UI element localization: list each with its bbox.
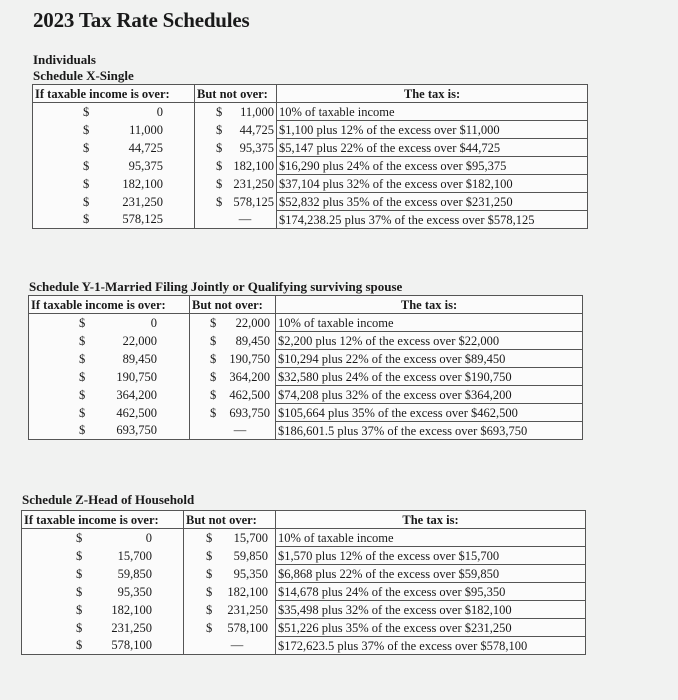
money-value xyxy=(83,140,163,156)
money-value xyxy=(83,194,163,210)
money-value xyxy=(79,405,157,421)
money-value xyxy=(206,566,268,582)
cell-tax: $37,104 plus 32% of the excess over $182,100 xyxy=(277,175,588,193)
header-tax: The tax is: xyxy=(276,511,586,529)
table-row xyxy=(22,637,586,655)
currency-symbol: $ xyxy=(216,158,223,173)
cell-over xyxy=(33,103,195,121)
cell-over xyxy=(22,637,184,655)
table-row xyxy=(22,547,586,565)
money-value xyxy=(216,104,274,120)
currency-symbol: $ xyxy=(76,530,83,545)
amount: 231,250 xyxy=(122,194,163,209)
currency-symbol: $ xyxy=(76,638,83,653)
money-value xyxy=(216,140,274,156)
money-value xyxy=(83,158,163,174)
cell-tax: $74,208 plus 32% of the excess over $364,200 xyxy=(276,386,583,404)
money-value xyxy=(210,405,270,421)
schedule-z-label: Schedule Z-Head of Household xyxy=(22,492,195,507)
currency-symbol: $ xyxy=(206,620,213,635)
money-value xyxy=(76,584,152,600)
currency-symbol: $ xyxy=(76,584,83,599)
cell-not-over xyxy=(190,350,276,368)
amount: 59,850 xyxy=(233,548,268,563)
amount: 95,375 xyxy=(239,140,274,155)
amount: 95,375 xyxy=(128,158,163,173)
cell-over xyxy=(29,422,190,440)
amount: 190,750 xyxy=(229,351,270,366)
currency-symbol: $ xyxy=(83,176,90,191)
amount: 231,250 xyxy=(111,620,152,635)
header-over: If taxable income is over: xyxy=(22,511,184,529)
table-body xyxy=(29,314,583,440)
cell-over xyxy=(29,404,190,422)
currency-symbol: $ xyxy=(216,176,223,191)
cell-not-over xyxy=(195,175,277,193)
header-tax: The tax is: xyxy=(276,296,583,314)
amount: 231,250 xyxy=(227,602,268,617)
cell-over xyxy=(33,211,195,229)
cell-over xyxy=(22,565,184,583)
money-value xyxy=(76,530,152,546)
amount: 22,000 xyxy=(122,333,157,348)
money-value xyxy=(210,387,270,403)
category-label: Individuals xyxy=(33,52,96,67)
cell-not-over xyxy=(184,637,276,655)
cell-tax: $14,678 plus 24% of the excess over $95,350 xyxy=(276,583,586,601)
amount: 0 xyxy=(145,530,152,545)
cell-not-over xyxy=(190,332,276,350)
amount: 11,000 xyxy=(129,122,163,137)
money-value xyxy=(210,369,270,385)
currency-symbol: $ xyxy=(79,405,86,420)
money-value xyxy=(79,387,157,403)
amount: 578,125 xyxy=(122,212,163,227)
amount: 89,450 xyxy=(122,351,157,366)
amount: 11,000 xyxy=(240,104,274,119)
cell-not-over xyxy=(190,404,276,422)
table-row xyxy=(29,350,583,368)
table-header xyxy=(29,296,583,314)
schedule-y-table xyxy=(28,295,583,440)
cell-over xyxy=(33,157,195,175)
header-row xyxy=(29,296,583,314)
no-limit-dash: — xyxy=(230,638,244,653)
money-value xyxy=(76,637,152,653)
amount: 364,200 xyxy=(116,387,157,402)
amount: 578,100 xyxy=(227,620,268,635)
table-row xyxy=(33,139,588,157)
money-value xyxy=(76,602,152,618)
currency-symbol: $ xyxy=(210,351,217,366)
cell-tax: $5,147 plus 22% of the excess over $44,725 xyxy=(277,139,588,157)
money-value xyxy=(76,548,152,564)
table-row xyxy=(22,583,586,601)
cell-tax: $172,623.5 plus 37% of the excess over $578,100 xyxy=(276,637,586,655)
cell-over xyxy=(33,193,195,211)
currency-symbol: $ xyxy=(210,369,217,384)
amount: 578,125 xyxy=(233,194,274,209)
cell-tax: 10% of taxable income xyxy=(276,529,586,547)
amount: 578,100 xyxy=(111,638,152,653)
currency-symbol: $ xyxy=(210,387,217,402)
amount: 693,750 xyxy=(229,405,270,420)
money-value xyxy=(79,333,157,349)
currency-symbol: $ xyxy=(83,194,90,209)
amount: 95,350 xyxy=(117,584,152,599)
cell-not-over xyxy=(184,619,276,637)
money-value xyxy=(83,176,163,192)
amount: 0 xyxy=(156,104,163,119)
currency-symbol: $ xyxy=(210,333,217,348)
cell-over xyxy=(29,386,190,404)
table-row xyxy=(33,103,588,121)
money-value xyxy=(206,584,268,600)
no-limit-dash: — xyxy=(233,423,247,438)
currency-symbol: $ xyxy=(206,548,213,563)
cell-over xyxy=(22,529,184,547)
amount: 182,100 xyxy=(227,584,268,599)
table-row xyxy=(29,314,583,332)
currency-symbol: $ xyxy=(79,351,86,366)
cell-not-over xyxy=(184,601,276,619)
currency-symbol: $ xyxy=(79,423,86,438)
currency-symbol: $ xyxy=(76,548,83,563)
money-value xyxy=(206,602,268,618)
currency-symbol: $ xyxy=(206,602,213,617)
table-row xyxy=(29,368,583,386)
currency-symbol: $ xyxy=(83,140,90,155)
cell-tax: $6,868 plus 22% of the excess over $59,850 xyxy=(276,565,586,583)
cell-not-over xyxy=(190,422,276,440)
schedule-x-label: Schedule X-Single xyxy=(33,68,134,83)
currency-symbol: $ xyxy=(83,158,90,173)
cell-tax: $16,290 plus 24% of the excess over $95,375 xyxy=(277,157,588,175)
header-row xyxy=(22,511,586,529)
currency-symbol: $ xyxy=(76,602,83,617)
currency-symbol: $ xyxy=(216,140,223,155)
currency-symbol: $ xyxy=(216,122,223,137)
cell-tax: $52,832 plus 35% of the excess over $231,250 xyxy=(277,193,588,211)
currency-symbol: $ xyxy=(216,194,223,209)
amount: 15,700 xyxy=(233,530,268,545)
currency-symbol: $ xyxy=(206,530,213,545)
header-over: If taxable income is over: xyxy=(33,85,195,103)
cell-not-over xyxy=(184,565,276,583)
header-not-over: But not over: xyxy=(184,511,276,529)
currency-symbol: $ xyxy=(210,405,217,420)
schedule-y-label: Schedule Y-1-Married Filing Jointly or Qualifying surviving spouse xyxy=(29,279,403,294)
money-value xyxy=(210,351,270,367)
table-row xyxy=(22,565,586,583)
money-value xyxy=(79,422,157,438)
currency-symbol: $ xyxy=(79,387,86,402)
header-over: If taxable income is over: xyxy=(29,296,190,314)
table-row xyxy=(22,619,586,637)
schedule-x-table xyxy=(32,84,588,229)
amount: 182,100 xyxy=(233,158,274,173)
money-value xyxy=(206,620,268,636)
money-value xyxy=(216,176,274,192)
table-row xyxy=(29,404,583,422)
amount: 95,350 xyxy=(233,566,268,581)
money-value xyxy=(216,194,274,210)
cell-over xyxy=(33,175,195,193)
cell-over xyxy=(22,547,184,565)
cell-tax: $32,580 plus 24% of the excess over $190,750 xyxy=(276,368,583,386)
table-row xyxy=(33,121,588,139)
cell-tax: $51,226 plus 35% of the excess over $231,250 xyxy=(276,619,586,637)
currency-symbol: $ xyxy=(76,620,83,635)
currency-symbol: $ xyxy=(210,315,217,330)
amount: 44,725 xyxy=(239,122,274,137)
table-header xyxy=(22,511,586,529)
money-value xyxy=(83,211,163,227)
amount: 462,500 xyxy=(116,405,157,420)
table-body xyxy=(33,103,588,229)
table-row xyxy=(33,193,588,211)
header-not-over: But not over: xyxy=(190,296,276,314)
money-value xyxy=(210,333,270,349)
cell-over xyxy=(33,139,195,157)
cell-tax: $2,200 plus 12% of the excess over $22,000 xyxy=(276,332,583,350)
money-value xyxy=(76,620,152,636)
amount: 462,500 xyxy=(229,387,270,402)
cell-tax: $105,664 plus 35% of the excess over $462,500 xyxy=(276,404,583,422)
cell-not-over xyxy=(195,139,277,157)
amount: 44,725 xyxy=(128,140,163,155)
table-row xyxy=(29,386,583,404)
cell-over xyxy=(29,314,190,332)
amount: 182,100 xyxy=(111,602,152,617)
cell-over xyxy=(22,601,184,619)
cell-not-over xyxy=(190,368,276,386)
money-value xyxy=(79,351,157,367)
table-body xyxy=(22,529,586,655)
money-value xyxy=(76,566,152,582)
currency-symbol: $ xyxy=(79,369,86,384)
table-row xyxy=(33,175,588,193)
header-row xyxy=(33,85,588,103)
cell-not-over xyxy=(195,157,277,175)
cell-tax: 10% of taxable income xyxy=(276,314,583,332)
amount: 15,700 xyxy=(117,548,152,563)
cell-not-over xyxy=(195,121,277,139)
cell-not-over xyxy=(195,103,277,121)
cell-tax: $35,498 plus 32% of the excess over $182,100 xyxy=(276,601,586,619)
amount: 59,850 xyxy=(117,566,152,581)
cell-tax: 10% of taxable income xyxy=(277,103,588,121)
cell-not-over xyxy=(184,547,276,565)
amount: 89,450 xyxy=(235,333,270,348)
table-row xyxy=(29,332,583,350)
amount: 22,000 xyxy=(235,315,270,330)
cell-tax: $186,601.5 plus 37% of the excess over $693,750 xyxy=(276,422,583,440)
cell-not-over xyxy=(184,583,276,601)
currency-symbol: $ xyxy=(76,566,83,581)
cell-over xyxy=(29,350,190,368)
amount: 190,750 xyxy=(116,369,157,384)
cell-over xyxy=(33,121,195,139)
cell-tax: $1,100 plus 12% of the excess over $11,000 xyxy=(277,121,588,139)
cell-not-over xyxy=(190,314,276,332)
money-value xyxy=(206,530,268,546)
table-row xyxy=(22,601,586,619)
cell-not-over xyxy=(190,386,276,404)
amount: 231,250 xyxy=(233,176,274,191)
currency-symbol: $ xyxy=(79,333,86,348)
page-title: 2023 Tax Rate Schedules xyxy=(33,8,250,32)
cell-over xyxy=(29,368,190,386)
header-tax: The tax is: xyxy=(277,85,588,103)
currency-symbol: $ xyxy=(79,315,86,330)
table-header xyxy=(33,85,588,103)
currency-symbol: $ xyxy=(83,122,90,137)
amount: 693,750 xyxy=(116,423,157,438)
amount: 0 xyxy=(150,315,157,330)
money-value xyxy=(216,122,274,138)
currency-symbol: $ xyxy=(206,584,213,599)
money-value xyxy=(83,122,163,138)
table-row xyxy=(33,157,588,175)
amount: 364,200 xyxy=(229,369,270,384)
money-value xyxy=(210,315,270,331)
cell-over xyxy=(22,619,184,637)
schedule-z-table xyxy=(21,510,586,655)
amount: 182,100 xyxy=(122,176,163,191)
money-value xyxy=(216,158,274,174)
table-row xyxy=(33,211,588,229)
no-limit-dash: — xyxy=(238,212,252,227)
currency-symbol: $ xyxy=(216,104,223,119)
money-value xyxy=(79,369,157,385)
currency-symbol: $ xyxy=(83,104,90,119)
cell-tax: $1,570 plus 12% of the excess over $15,700 xyxy=(276,547,586,565)
table-row xyxy=(29,422,583,440)
money-value xyxy=(79,315,157,331)
cell-not-over xyxy=(184,529,276,547)
cell-over xyxy=(29,332,190,350)
table-row xyxy=(22,529,586,547)
money-value xyxy=(83,104,163,120)
cell-not-over xyxy=(195,211,277,229)
cell-not-over xyxy=(195,193,277,211)
header-not-over: But not over: xyxy=(195,85,277,103)
cell-over xyxy=(22,583,184,601)
cell-tax: $174,238.25 plus 37% of the excess over $578,125 xyxy=(277,211,588,229)
currency-symbol: $ xyxy=(206,566,213,581)
cell-tax: $10,294 plus 22% of the excess over $89,450 xyxy=(276,350,583,368)
currency-symbol: $ xyxy=(83,212,90,227)
money-value xyxy=(206,548,268,564)
